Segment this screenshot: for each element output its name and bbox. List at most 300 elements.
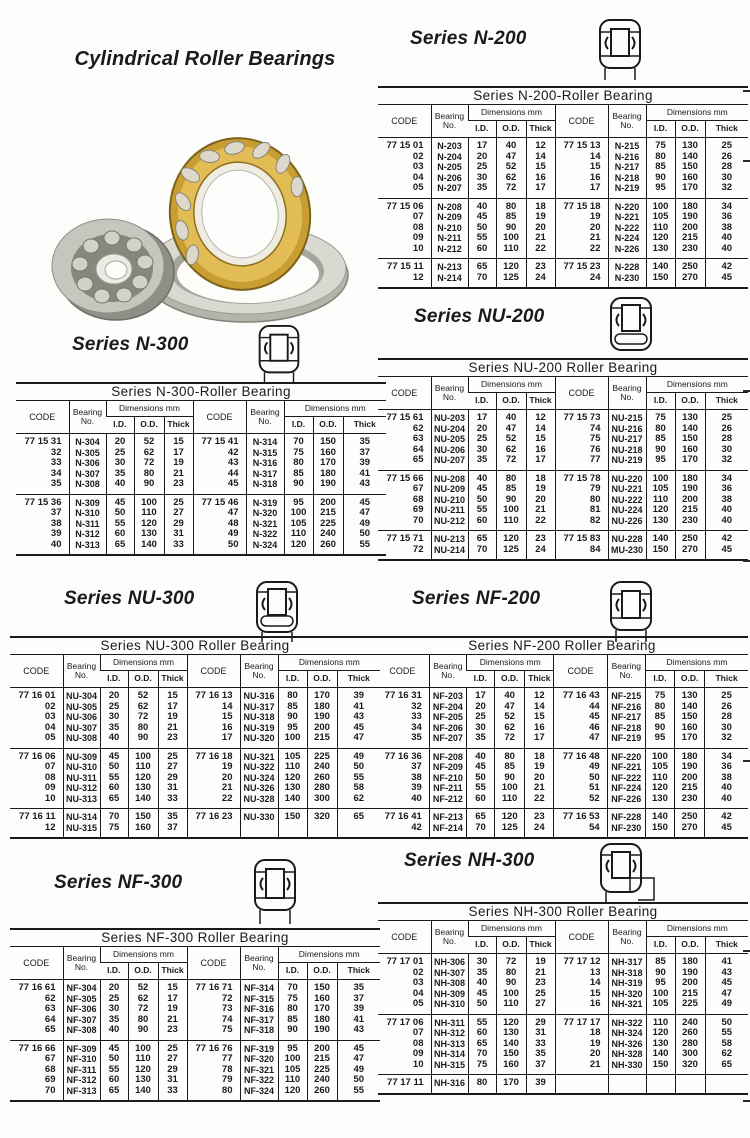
dimension-cell: 190 [313,479,343,494]
bearing-no-cell: NU-315 [63,823,100,839]
dimension-cell: 17 [158,994,187,1005]
dimension-cell: 15 [158,688,187,702]
dimension-cell: 270 [675,273,705,289]
bearing-no-cell: N-313 [69,540,106,556]
bearings-photo [28,112,352,335]
dimension-cell: 15 [526,434,555,445]
dimension-cell: 80 [128,1015,158,1026]
dimension-cell: 60 [468,244,496,259]
dimension-cell: 75 [468,1060,496,1075]
dimension-cell: 100 [128,1040,158,1054]
dimension-cell: 72 [496,183,526,198]
dimension-cell: 55 [100,773,128,784]
column-header: Dimensions mm [468,105,555,121]
code-cell: 77 16 31 [384,690,422,701]
section-title-nu300: Series NU-300 [64,588,195,609]
dimension-cell: 15 [525,712,554,723]
dimension-cell: 30 [468,445,496,456]
dimension-cell: 47 [495,702,525,713]
dimension-cell: 29 [158,1065,187,1076]
column-header: Dimensions mm [284,401,386,417]
dimension-cell: 52 [496,162,526,173]
bearing-no-cell: NF-224 [607,783,645,794]
dimension-cell: 50 [468,495,496,506]
column-header: Thick [705,393,748,410]
bearing-no-cell: N-216 [608,152,646,163]
column-header: CODE [391,115,418,126]
dimension-cell: 90 [646,445,675,456]
dimension-cell: 75 [284,448,313,459]
column-header: Bearing No. [431,105,468,138]
dimension-cell: 80 [646,152,675,163]
section-title-n300: Series N-300 [72,334,189,355]
code-cell: 77 17 17 [555,1014,608,1028]
table-row [376,794,748,809]
dimension-cell: 110 [646,223,675,234]
dimension-cell: 140 [675,424,705,435]
dimension-cell: 120 [134,519,164,530]
column-header: Dimensions mm [468,377,555,393]
dimension-cell: 150 [307,980,337,994]
dimension-cell: 150 [646,545,675,561]
dimension-cell: 260 [307,773,337,784]
code-cell: 03 [412,978,424,988]
dimension-cell: 280 [307,783,337,794]
dimension-cell: 85 [278,1015,307,1026]
bearing-no-cell: N-319 [246,494,284,508]
table-row [10,1015,380,1026]
dimension-cell: 230 [675,516,705,531]
code-cell: 80 [187,1086,240,1102]
dimension-cell: 120 [495,809,525,823]
bearing-no-cell: NU-328 [240,794,278,809]
dimension-cell: 120 [646,233,675,244]
dimension-cell: 90 [646,968,675,979]
column-header: O.D. [128,671,158,688]
bearing-no-cell: NH-318 [608,968,646,979]
column-header: Thick [705,937,748,954]
code-cell: 43 [193,458,246,469]
code-cell: 77 16 11 [10,809,63,823]
column-header: I.D. [646,937,675,954]
scan-tick [743,390,750,392]
bearing-no-cell: NU-205 [431,434,468,445]
bearing-no-cell: N-206 [431,173,468,184]
column-header: Dimensions mm [645,655,748,671]
dimension-cell: 55 [468,1014,496,1028]
dimension-cell: 55 [466,783,494,794]
bearing-no-cell: NF-318 [240,1025,278,1040]
dimension-cell: 42 [705,259,748,273]
dimension-cell: 160 [313,448,343,459]
dimension-cell: 30 [100,712,128,723]
table-row [378,545,748,561]
table-row [378,978,748,989]
dimension-cell: 300 [675,1049,705,1060]
bearing-no-cell: NF-217 [607,712,645,723]
column-header: Bearing No. [429,655,466,688]
code-cell: 64 [412,444,424,455]
bearing-no-cell: N-315 [246,448,284,459]
code-cell: 18 [555,1028,608,1039]
bearing-no-cell: NF-308 [63,1025,100,1040]
code-cell: 39 [411,783,422,793]
dimension-cell: 110 [645,773,674,784]
column-header: CODE [23,665,50,676]
dimension-cell: 75 [646,410,675,424]
dimension-cell: 85 [646,162,675,173]
dimension-cell: 45 [100,748,128,762]
dimension-cell: 90 [284,479,313,494]
code-cell: 46 [554,723,607,734]
column-header: Thick [526,393,555,410]
dimension-cell: 180 [675,470,705,484]
dimension-cell: 25 [526,989,555,1000]
code-cell: 22 [555,244,608,259]
code-cell: 62 [44,993,56,1004]
dimension-cell: 75 [645,688,674,702]
dimension-cell: 45 [106,494,134,508]
dimension-cell: 120 [284,540,313,556]
dimension-cell: 20 [526,495,555,506]
dimension-cell: 85 [278,702,307,713]
bearing-no-cell: N-219 [608,183,646,198]
dimension-cell: 25 [705,410,748,424]
code-cell: 77 16 41 [376,809,429,823]
bearing-no-cell: N-211 [431,233,468,244]
table-row [10,702,380,713]
column-header: Bearing No. [607,655,645,688]
bearing-no-cell: N-314 [246,434,284,448]
table-row [10,1065,380,1076]
dimension-cell: 40 [705,783,748,794]
dimension-cell: 140 [134,540,164,556]
bearing-no-cell: N-230 [608,273,646,289]
dimension-cell: 130 [496,1028,526,1039]
dimension-cell: 190 [675,968,705,979]
dimension-cell: 130 [645,794,674,809]
code-cell: 51 [554,783,607,794]
dimension-cell: 21 [525,783,554,794]
bearing-no-cell: NF-209 [429,762,466,773]
dimension-cell: 215 [675,989,705,1000]
dimension-cell: 75 [100,823,128,839]
column-header: Thick [526,937,555,954]
bearing-no-cell: NU-210 [431,495,468,506]
dimension-cell: 39 [343,458,386,469]
dimension-cell: 95 [646,183,675,198]
code-cell: 65 [412,455,424,465]
code-cell: 77 16 36 [376,748,429,762]
column-header: Bearing No. [608,921,646,954]
dimension-cell: 29 [164,519,193,530]
roller-bearing-table [378,358,748,561]
dimension-cell: 85 [646,434,675,445]
column-header: O.D. [675,121,705,138]
table-row [378,434,748,445]
code-cell: 08 [44,772,56,783]
bearing-no-cell: N-226 [608,244,646,259]
bearing-no-cell: NU-214 [431,545,468,561]
dimension-cell: 30 [705,173,748,184]
code-cell: 40 [411,793,422,804]
table-row [378,152,748,163]
dimension-cell: 38 [705,495,748,506]
dimension-cell: 320 [675,1060,705,1075]
dimension-cell: 25 [106,448,134,459]
dimension-cell: 125 [495,823,525,839]
dimension-cell: 120 [128,773,158,784]
nu-bearing-cross-section-icon [254,580,300,642]
dimension-cell: 70 [284,434,313,448]
dimension-cell: 25 [164,494,193,508]
dimension-cell: 24 [526,273,555,289]
dimension-cell: 34 [705,198,748,212]
dimension-cell: 200 [675,223,705,234]
code-cell: 84 [555,545,608,561]
dimension-cell: 43 [337,712,380,723]
dimension-cell: 22 [526,516,555,531]
code-cell: 09 [412,1049,424,1059]
bearing-no-cell: N-218 [608,173,646,184]
column-header: Dimensions mm [100,655,187,671]
code-cell: 77 15 18 [555,198,608,212]
bearing-no-cell: NF-316 [240,1004,278,1015]
dimension-cell: 70 [468,545,496,561]
dimension-cell: 180 [307,1015,337,1026]
bearing-no-cell: NF-320 [240,1054,278,1065]
dimension-cell: 90 [278,1025,307,1040]
column-header: Bearing No. [608,377,646,410]
column-header: O.D. [675,393,705,410]
dimension-cell: 25 [466,712,494,723]
column-header: I.D. [473,673,487,683]
table-row [16,434,386,448]
code-cell: 52 [554,794,607,809]
dimension-cell: 41 [343,469,386,480]
column-header: Bearing No. [63,947,100,980]
column-header: Dimensions mm [100,947,187,963]
dimension-cell: 180 [675,954,705,968]
dimension-cell: 130 [675,410,705,424]
roller-bearing-table [378,902,748,1095]
bearing-no-cell: NF-221 [607,762,645,773]
bearing-no-cell [240,823,278,839]
bearing-no-cell: NF-324 [240,1086,278,1102]
bearing-no-cell: NH-309 [431,989,468,1000]
bearing-no-cell: NU-226 [608,516,646,531]
table-row [16,479,386,494]
table-row [378,495,748,506]
column-header: CODE [555,105,608,138]
roller-bearing-table [16,382,386,556]
dimension-cell: 28 [705,712,748,723]
code-cell: 16 [555,173,608,184]
dimension-cell: 62 [495,723,525,734]
dimension-cell: 120 [278,1086,307,1102]
dimension-cell: 95 [646,455,675,470]
code-cell: 72 [187,994,240,1005]
code-cell: 77 16 43 [554,688,607,702]
dimension-cell: 90 [646,173,675,184]
bearing-no-cell: N-217 [608,162,646,173]
dimension-cell: 55 [468,505,496,516]
code-cell: 47 [193,508,246,519]
code-cell: 77 15 11 [378,259,431,273]
dimension-cell: 30 [468,954,496,968]
dimension-cell: 30 [705,723,748,734]
bearing-no-cell: NU-220 [608,470,646,484]
table-row [378,273,748,289]
dimension-cell: 190 [307,712,337,723]
code-cell: 05 [412,183,424,193]
dimension-cell: 270 [675,823,705,839]
dimension-cell: 52 [495,712,525,723]
code-cell: 12 [44,822,56,833]
bearing-no-cell: N-204 [431,152,468,163]
bearing-no-cell: N-214 [431,273,468,289]
dimension-cell: 47 [343,508,386,519]
dimension-cell: 40 [705,244,748,259]
table-row [10,794,380,809]
code-cell: 81 [555,505,608,516]
nu-bearing-cross-section-icon [608,296,654,356]
dimension-cell: 45 [705,978,748,989]
dimension-cell: 200 [675,495,705,506]
bearing-no-cell: NH-308 [431,978,468,989]
dimension-cell: 130 [675,138,705,152]
table-row [376,712,748,723]
dimension-cell: 20 [468,424,496,435]
dimension-cell: 100 [496,505,526,516]
bearing-no-cell: N-307 [69,469,106,480]
bearing-no-cell: N-318 [246,479,284,494]
bearing-no-cell: N-207 [431,183,468,198]
table-section-n200 [378,86,748,289]
dimension-cell: 80 [134,469,164,480]
bearing-no-cell: NH-314 [431,1049,468,1060]
code-cell: 77 15 01 [386,140,424,151]
bearing-no-cell: NU-322 [240,762,278,773]
code-cell: 77 17 01 [386,956,424,967]
column-header: I.D. [107,673,121,683]
table-row [378,954,748,968]
code-cell: 50 [193,540,246,556]
dimension-cell: 130 [134,529,164,540]
bearing-no-cell: NH-316 [431,1075,468,1094]
column-header: Bearing No. [608,105,646,138]
code-cell: 45 [193,479,246,494]
code-cell: 08 [412,1038,424,1049]
code-cell: 02 [412,967,424,978]
dimension-cell: 215 [675,783,705,794]
bearing-no-cell: NH-324 [608,1028,646,1039]
dimension-cell: 130 [278,783,307,794]
dimension-cell: 85 [645,712,674,723]
dimension-cell: 72 [496,455,526,470]
bearing-no-cell: NF-205 [429,712,466,723]
roller-bearing-table [376,636,748,839]
dimension-cell: 22 [526,244,555,259]
dimension-cell: 62 [337,794,380,809]
code-cell: 75 [187,1025,240,1040]
code-cell: 05 [44,733,56,743]
bearing-no-cell: NF-313 [63,1086,100,1102]
bearing-no-cell: NF-304 [63,980,100,994]
dimension-cell: 30 [705,445,748,456]
dimension-cell: 33 [158,794,187,809]
code-cell: 77 15 46 [193,494,246,508]
bearing-no-cell: NU-310 [63,762,100,773]
dimension-cell: 105 [278,748,307,762]
code-cell: 77 15 73 [555,410,608,424]
dimension-cell: 65 [466,809,494,823]
dimension-cell: 140 [496,1039,526,1050]
dimension-cell: 27 [526,999,555,1014]
code-cell: 32 [411,701,422,712]
dimension-cell: 250 [675,259,705,273]
code-cell: 03 [412,162,424,172]
dimension-cell: 100 [278,733,307,748]
dimension-cell: 130 [646,516,675,531]
dimension-cell: 43 [337,1025,380,1040]
bearing-no-cell: NH-322 [608,1014,646,1028]
dimension-cell: 62 [134,448,164,459]
bearing-no-cell: NH-317 [608,954,646,968]
dimension-cell: 32 [705,455,748,470]
code-cell: 82 [555,516,608,531]
table-row [378,424,748,435]
code-cell: 77 [187,1054,240,1065]
dimension-cell: 15 [158,980,187,994]
dimension-cell: 300 [307,794,337,809]
table-row [378,173,748,184]
code-cell: 77 16 71 [187,980,240,994]
dimension-cell: 37 [158,823,187,839]
dimension-cell: 65 [468,259,496,273]
table-row [16,519,386,530]
column-header: I.D. [475,939,489,949]
code-cell: 38 [411,772,422,783]
dimension-cell: 240 [675,1014,705,1028]
bearing-no-cell: N-210 [431,223,468,234]
bearing-no-cell: NF-315 [240,994,278,1005]
table-section-n300 [16,382,378,556]
code-cell: 32 [50,447,62,458]
table-title: Series NH-300 Roller Bearing [378,903,748,921]
table-row [378,1075,748,1094]
column-header: I.D. [278,963,307,980]
dimension-cell: 27 [158,1054,187,1065]
dimension-cell: 130 [646,1039,675,1050]
dimension-cell: 62 [496,173,526,184]
column-header: CODE [29,411,56,422]
column-header: Dimensions mm [468,921,555,937]
dimension-cell: 170 [675,183,705,198]
n-bearing-cross-section-icon [256,324,302,384]
scan-tick [743,1100,750,1102]
bearing-no-cell: N-205 [431,162,468,173]
code-cell: 45 [554,712,607,723]
dimension-cell: 12 [525,688,554,702]
table-row [376,783,748,794]
bearing-no-cell: NF-312 [63,1075,100,1086]
column-header: I.D. [646,393,675,410]
code-cell: 47 [554,733,607,748]
code-cell: 78 [187,1065,240,1076]
code-cell: 63 [44,1004,56,1014]
dimension-cell: 100 [134,494,164,508]
